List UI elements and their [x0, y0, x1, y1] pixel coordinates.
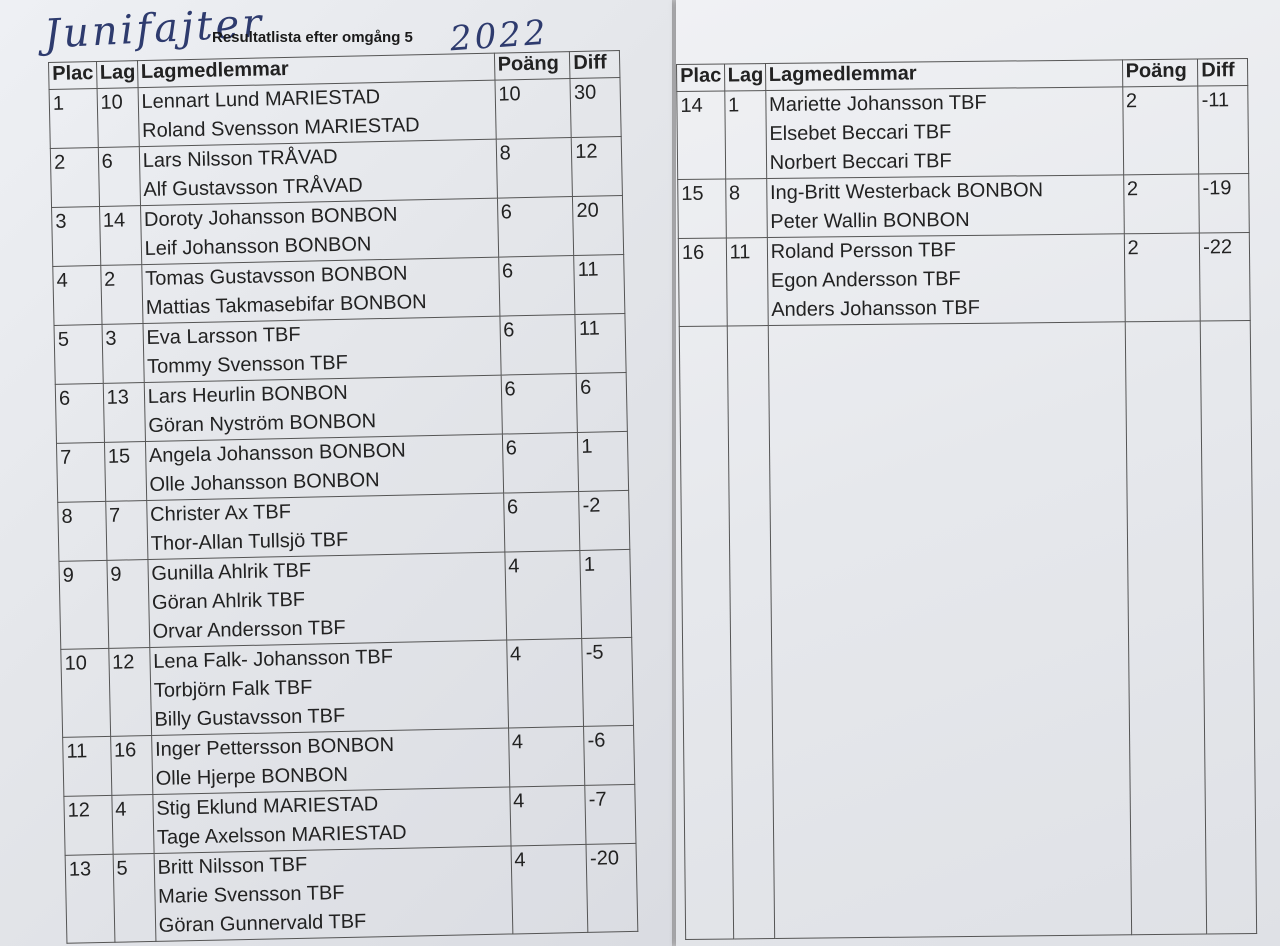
team-member: Marie Svensson TBF: [157, 881, 345, 908]
cell-lag: 5: [113, 853, 156, 942]
table-row: [678, 174, 1250, 239]
cell-points: 10: [495, 79, 572, 140]
team-member: Göran Ahlrik TBF: [151, 588, 306, 614]
team-member: Ing-Britt Westerback BONBON: [769, 179, 1044, 205]
header-diff: Diff: [570, 51, 620, 79]
results-table-left: [48, 50, 638, 944]
team-member: Lars Nilsson TRÅVAD: [142, 145, 338, 173]
team-member: Orvar Andersson TBF: [152, 616, 346, 643]
cell-points: 4: [509, 785, 586, 846]
cell-plac: 8: [58, 501, 107, 561]
results-sheet-right: [676, 0, 1280, 946]
cell-lag: 4: [111, 794, 153, 854]
cell-lag: 2: [100, 265, 142, 325]
cell-members: [765, 87, 1123, 179]
cell-lag: 1: [724, 91, 766, 179]
cell-points: 6: [498, 256, 575, 317]
cell-diff: 11: [575, 313, 626, 373]
cell-plac: 13: [65, 854, 114, 943]
cell-points: 4: [506, 638, 584, 728]
cell-points: 4: [504, 550, 582, 640]
team-member: Doroty Johansson BONBON: [143, 203, 398, 232]
cell-plac: 5: [54, 324, 103, 384]
team-member: Egon Andersson TBF: [770, 268, 961, 293]
team-member: Torbjörn Falk TBF: [153, 676, 313, 702]
cell-members: [766, 175, 1123, 238]
cell-plac: 3: [52, 206, 101, 266]
header-lag: Lag: [96, 61, 138, 89]
cell-diff: -19: [1199, 174, 1249, 234]
cell-plac: 6: [55, 383, 104, 443]
team-member: Tomas Gustavsson BONBON: [145, 262, 408, 291]
cell-plac: 11: [63, 736, 112, 796]
team-member: Olle Hjerpe BONBON: [155, 763, 349, 790]
empty-cell: [1200, 321, 1256, 934]
cell-plac: 16: [678, 238, 726, 326]
team-member: Mattias Takmasebifar BONBON: [145, 291, 427, 320]
cell-lag: 15: [104, 442, 146, 502]
cell-members: [143, 316, 501, 382]
header-plac: Plac: [49, 61, 97, 89]
header-lag: Lag: [724, 64, 765, 91]
cell-lag: 12: [108, 648, 151, 737]
team-member: Lena Falk- Johansson TBF: [153, 645, 394, 673]
table-row: [65, 843, 638, 943]
team-member: Olle Johansson BONBON: [149, 469, 380, 496]
cell-diff: -20: [586, 843, 638, 932]
cell-plac: 9: [59, 560, 108, 649]
team-member: Britt Nilsson TBF: [157, 853, 308, 879]
cell-points: 2: [1123, 174, 1199, 234]
cell-lag: 8: [725, 179, 767, 238]
cell-points: 6: [501, 374, 578, 435]
results-title: Resultatlista efter omgång 5: [212, 29, 413, 46]
cell-points: 6: [503, 491, 580, 552]
cell-members: [144, 375, 502, 441]
team-member: Lars Heurlin BONBON: [147, 381, 348, 408]
header-points: Poäng: [494, 52, 570, 81]
table-row: [678, 233, 1250, 327]
team-member: Göran Nyström BONBON: [148, 410, 377, 437]
header-diff: Diff: [1198, 59, 1248, 87]
cell-diff: 20: [573, 195, 624, 255]
empty-cell: [768, 322, 1131, 939]
cell-lag: 9: [107, 560, 150, 649]
cell-diff: 30: [570, 78, 621, 138]
team-member: Anders Johansson TBF: [771, 296, 980, 322]
cell-points: 4: [511, 844, 589, 934]
header-points: Poäng: [1122, 59, 1198, 87]
handwritten-year: 2022: [448, 12, 550, 60]
team-member: Roland Persson TBF: [770, 239, 957, 264]
empty-cell: [1125, 321, 1207, 935]
cell-plac: 10: [61, 648, 110, 737]
results-body-right: [677, 86, 1257, 940]
cell-plac: 4: [53, 265, 102, 325]
cell-diff: 11: [574, 254, 625, 314]
team-member: Eva Larsson TBF: [146, 323, 301, 349]
cell-lag: 16: [110, 735, 152, 795]
cell-diff: -2: [579, 490, 630, 550]
team-member: Gunilla Ahlrik TBF: [151, 559, 312, 585]
empty-row: [679, 321, 1256, 940]
cell-members: [138, 80, 496, 146]
cell-diff: -5: [582, 637, 634, 726]
team-member: Thor-Allan Tullsjö TBF: [150, 528, 349, 555]
cell-lag: 14: [99, 206, 141, 266]
team-member: Christer Ax TBF: [149, 501, 292, 526]
cell-points: 2: [1122, 86, 1199, 175]
team-member: Tage Axelsson MARIESTAD: [156, 821, 407, 849]
team-member: Alf Gustavsson TRÅVAD: [143, 174, 363, 202]
cell-plac: 7: [56, 442, 105, 502]
empty-cell: [679, 326, 733, 939]
team-member: Stig Eklund MARIESTAD: [156, 793, 379, 820]
cell-points: 6: [499, 315, 576, 376]
cell-diff: -22: [1200, 233, 1251, 322]
cell-points: 6: [502, 432, 579, 493]
cell-plac: 1: [49, 88, 98, 148]
team-member: Roland Svensson MARIESTAD: [141, 114, 420, 143]
table-row: [59, 549, 632, 649]
header-plac: Plac: [677, 64, 725, 91]
team-member: Inger Pettersson BONBON: [154, 733, 395, 761]
team-member: Angela Johansson BONBON: [148, 439, 406, 467]
cell-points: 2: [1124, 233, 1201, 322]
cell-diff: 6: [576, 372, 627, 432]
cell-lag: 6: [98, 147, 140, 207]
cell-diff: 1: [580, 549, 632, 638]
cell-lag: 13: [103, 383, 145, 443]
cell-points: 4: [508, 726, 585, 787]
cell-lag: 7: [105, 501, 147, 561]
cell-plac: 12: [64, 795, 113, 855]
team-member: Mariette Johansson TBF: [768, 91, 987, 117]
header-members: Lagmedlemmar: [765, 60, 1122, 91]
cell-plac: 2: [50, 147, 99, 207]
cell-plac: 15: [678, 179, 726, 238]
cell-diff: -6: [584, 725, 635, 785]
cell-points: 8: [496, 138, 573, 199]
table-row: [61, 637, 634, 737]
cell-diff: -11: [1198, 86, 1249, 175]
team-member: Tommy Svensson TBF: [146, 351, 349, 378]
team-member: Peter Wallin BONBON: [770, 208, 970, 234]
cell-members: [151, 728, 509, 794]
header-members: Lagmedlemmar: [137, 53, 494, 87]
empty-cell: [727, 326, 775, 939]
cell-plac: 14: [677, 91, 725, 179]
results-table-right: [676, 58, 1257, 940]
table-row: [677, 86, 1249, 180]
cell-lag: 11: [726, 238, 768, 326]
cell-diff: -7: [585, 784, 636, 844]
cell-members: [153, 787, 511, 853]
cell-points: 6: [497, 197, 574, 258]
cell-diff: 1: [578, 431, 629, 491]
cell-members: [139, 139, 497, 205]
cell-members: [141, 257, 499, 323]
cell-members: [767, 234, 1125, 326]
team-member: Billy Gustavsson TBF: [154, 704, 346, 731]
cell-members: [148, 552, 507, 647]
cell-members: [154, 846, 513, 941]
cell-members: [149, 640, 508, 735]
handwritten-title: Junifajter: [42, 0, 266, 58]
cell-members: [146, 493, 504, 559]
cell-members: [145, 434, 503, 500]
cell-diff: 12: [571, 137, 622, 197]
team-member: Leif Johansson BONBON: [144, 233, 372, 261]
team-member: Lennart Lund MARIESTAD: [141, 86, 381, 114]
cell-lag: 10: [97, 88, 139, 148]
results-body-left: [49, 78, 638, 944]
team-member: Göran Gunnervald TBF: [158, 910, 367, 937]
cell-lag: 3: [102, 324, 144, 384]
team-member: Elsebet Beccari TBF: [769, 121, 952, 146]
cell-members: [140, 198, 498, 264]
team-member: Norbert Beccari TBF: [769, 150, 952, 175]
